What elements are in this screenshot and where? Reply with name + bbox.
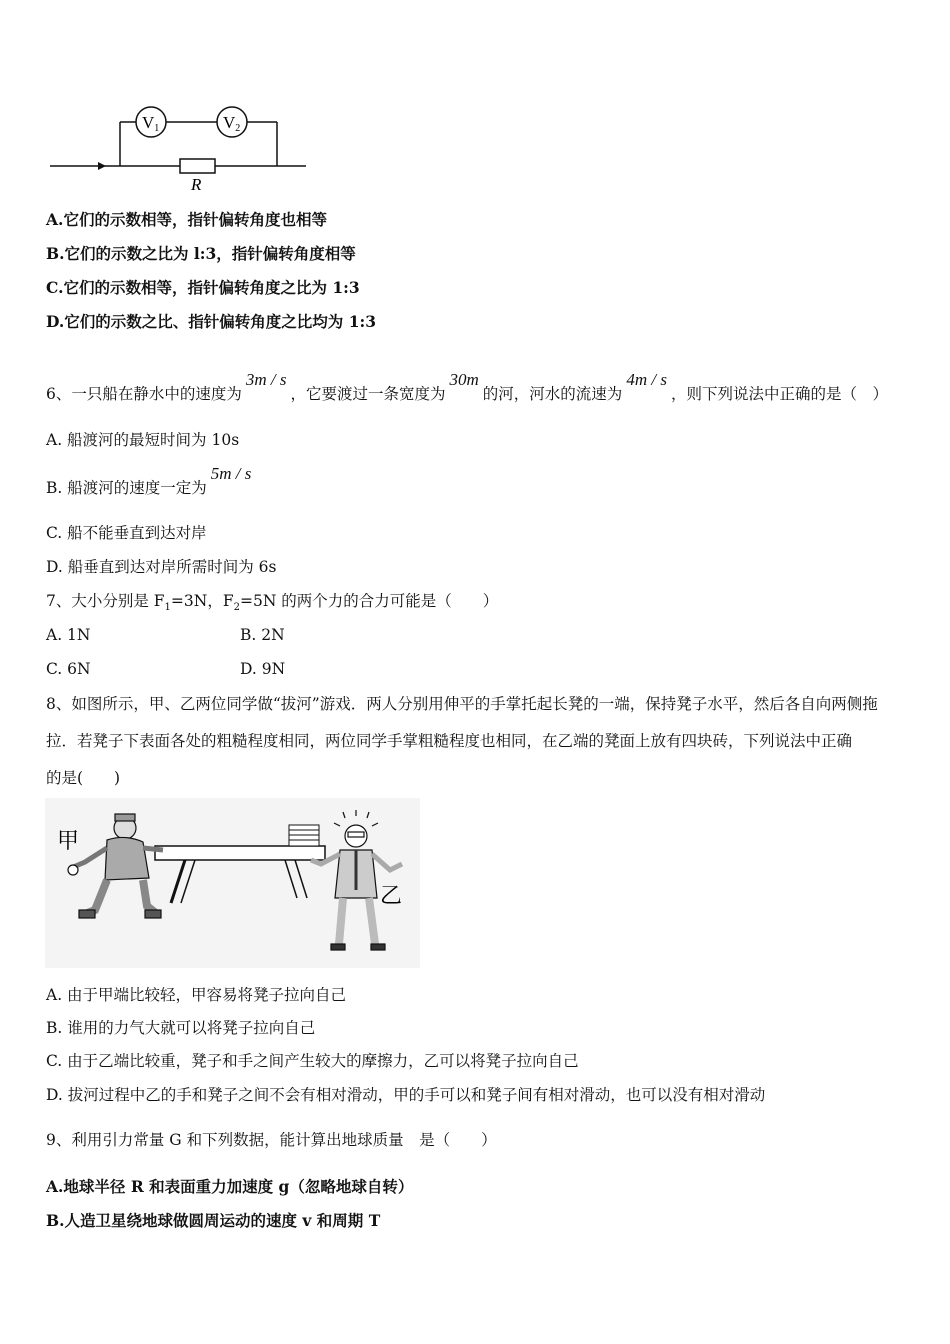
q6-option-c: C. 船不能垂直到达对岸 <box>46 524 207 542</box>
q5-option-c: C.它们的示数相等，指针偏转角度之比为 1:3 <box>46 278 360 297</box>
q7-stem: 7、大小分别是 $F_1=3N$，$F_2=5N$ 的两个力的合力可能是（ ） <box>46 592 499 614</box>
svg-text:V1: V1 <box>142 113 160 134</box>
q6-option-d: D. 船垂直到达对岸所需时间为 6s <box>46 558 277 576</box>
q8-option-b: B. 谁用的力气大就可以将凳子拉向自己 <box>46 1019 316 1037</box>
q7-option-a: A. 1N <box>46 626 91 644</box>
q8-option-a: A. 由于甲端比较轻，甲容易将凳子拉向自己 <box>46 986 347 1004</box>
q6-option-a: A. 船渡河的最短时间为 10s <box>46 431 240 449</box>
q7-option-d: D. 9N <box>240 660 286 678</box>
q8-stem-line2: 拉．若凳子下表面各处的粗糙程度相同，两位同学手掌粗糙程度也相同，在乙端的凳面上放有四块砖，下列说法中正确 <box>46 732 853 750</box>
q8-option-c: C. 由于乙端比较重，凳子和手之间产生较大的摩擦力，乙可以将凳子拉向自己 <box>46 1052 579 1070</box>
q7-option-c: C. 6N <box>46 660 91 678</box>
label-yi: 乙 <box>380 883 403 908</box>
resistor <box>180 159 215 173</box>
q7-options-row1 <box>46 625 446 645</box>
q8-stem-line1: 8、如图所示，甲、乙两位同学做“拔河”游戏．两人分别用伸平的手掌托起长凳的一端，保持凳子水平，然后各自向两侧拖 <box>46 695 878 713</box>
q9-option-b: B.人造卫星绕地球做圆周运动的速度 v 和周期 T <box>46 1211 381 1230</box>
svg-text:V2: V2 <box>223 113 241 134</box>
resistor-label: R <box>191 175 202 194</box>
q7-options-row2 <box>46 659 446 679</box>
circuit-diagram <box>40 100 360 200</box>
tug-of-war-figure <box>45 798 420 968</box>
q9-stem: 9、利用引力常量 G 和下列数据，能计算出地球质量 是（ ） <box>46 1131 497 1149</box>
q6-option-b: B. 船渡河的速度一定为5m / s <box>46 464 252 497</box>
q5-option-b: B.它们的示数之比为 l:3，指针偏转角度相等 <box>46 244 356 263</box>
bricks <box>289 825 319 846</box>
q5-option-d: D.它们的示数之比、指针偏转角度之比均为 1:3 <box>46 312 376 331</box>
q9-option-a: A.地球半径 R 和表面重力加速度 g（忽略地球自转） <box>46 1177 414 1196</box>
q5-option-a: A.它们的示数相等，指针偏转角度也相等 <box>46 210 327 229</box>
q8-stem-line3: 的是( ) <box>46 769 121 787</box>
q6-stem: 6、一只船在静水中的速度为3m / s，它要渡过一条宽度为30m的河，河水的流速为4m / s，则下列说法中正确的是（ ） <box>46 370 888 403</box>
label-jia: 甲 <box>57 828 80 853</box>
q7-option-b: B. 2N <box>240 626 285 644</box>
q8-option-d: D. 拔河过程中乙的手和凳子之间不会有相对滑动，甲的手可以和凳子间有相对滑动，也可以没有相对滑动 <box>46 1086 766 1104</box>
